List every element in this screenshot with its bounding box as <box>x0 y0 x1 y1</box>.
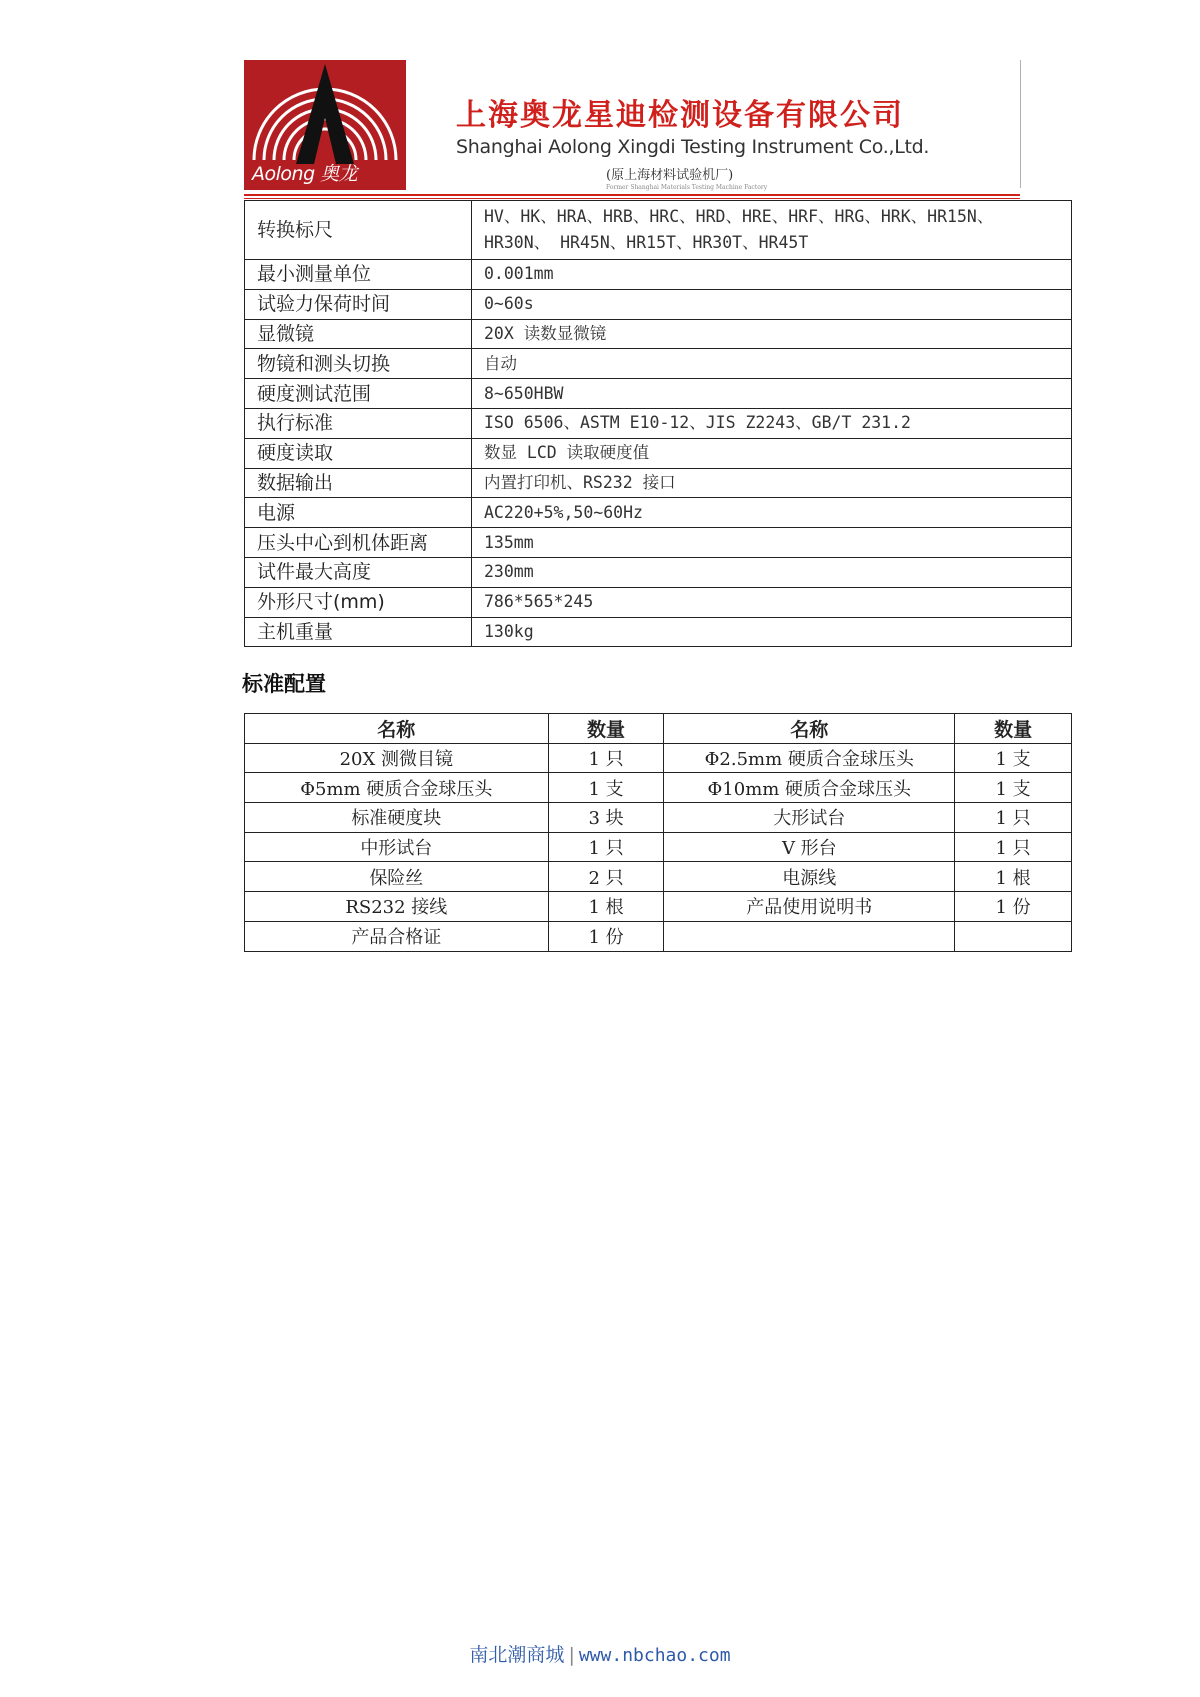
spec-row <box>245 587 1072 617</box>
config-item-qty: 1 支 <box>955 773 1072 803</box>
footer-url-link[interactable]: www.nbchao.com <box>578 1645 731 1666</box>
config-table <box>244 713 1072 952</box>
spec-key: 试验力保荷时间 <box>245 289 472 319</box>
config-item-qty: 1 只 <box>955 832 1072 862</box>
spec-key: 数据输出 <box>245 468 472 498</box>
config-item-name: 产品合格证 <box>245 921 549 951</box>
spec-value: 自动 <box>472 349 1072 379</box>
page-footer <box>0 1640 1200 1667</box>
spec-value: ISO 6506、ASTM E10-12、JIS Z2243、GB/T 231.2 <box>472 408 1072 438</box>
spec-key: 压头中心到机体距离 <box>245 528 472 558</box>
config-item-qty: 2 只 <box>548 862 664 892</box>
config-item-name: 大形试台 <box>664 803 955 833</box>
spec-key: 最小测量单位 <box>245 260 472 290</box>
spec-row <box>245 468 1072 498</box>
config-item-name: 保险丝 <box>245 862 549 892</box>
config-item-qty <box>955 921 1072 951</box>
company-name-cn: 上海奥龙星迪检测设备有限公司 <box>456 98 904 133</box>
config-item-qty: 1 只 <box>548 743 664 773</box>
spec-row <box>245 289 1072 319</box>
spec-key: 外形尺寸(mm) <box>245 587 472 617</box>
config-header-qty: 数量 <box>548 714 664 744</box>
spec-key: 电源 <box>245 498 472 528</box>
spec-row <box>245 617 1072 647</box>
config-row <box>245 862 1072 892</box>
config-item-name: 电源线 <box>664 862 955 892</box>
config-item-qty: 1 支 <box>955 743 1072 773</box>
config-item-qty: 1 份 <box>548 921 664 951</box>
spec-row <box>245 379 1072 409</box>
spec-key: 显微镜 <box>245 319 472 349</box>
config-item-name: 中形试台 <box>245 832 549 862</box>
config-item-name <box>664 921 955 951</box>
spec-row <box>245 201 1072 260</box>
config-item-name: Φ5mm 硬质合金球压头 <box>245 773 549 803</box>
config-item-qty: 1 支 <box>548 773 664 803</box>
config-item-qty: 1 根 <box>548 892 664 922</box>
spec-value: 786*565*245 <box>472 587 1072 617</box>
config-row <box>245 832 1072 862</box>
config-item-name: 20X 测微目镜 <box>245 743 549 773</box>
spec-row <box>245 498 1072 528</box>
spec-row <box>245 438 1072 468</box>
config-item-qty: 1 只 <box>548 832 664 862</box>
spec-row <box>245 557 1072 587</box>
company-former-name-en: Former Shanghai Materials Testing Machine Factory <box>606 184 768 191</box>
config-item-name: V 形台 <box>664 832 955 862</box>
spec-value-line: HR30N、 HR45N、HR15T、HR30T、HR45T <box>484 233 809 252</box>
header-divider <box>1020 60 1021 188</box>
spec-value-line: HV、HK、HRA、HRB、HRC、HRD、HRE、HRF、HRG、HRK、HR15N、 <box>484 207 994 226</box>
config-item-name: Φ2.5mm 硬质合金球压头 <box>664 743 955 773</box>
section-title: 标准配置 <box>242 672 326 696</box>
config-item-name: RS232 接线 <box>245 892 549 922</box>
spec-value: 20X 读数显微镜 <box>472 319 1072 349</box>
header-rule-thin <box>244 198 1020 199</box>
spec-key: 硬度测试范围 <box>245 379 472 409</box>
company-logo <box>244 60 406 190</box>
config-row <box>245 892 1072 922</box>
spec-value <box>472 201 1072 260</box>
spec-value: 230mm <box>472 557 1072 587</box>
spec-key: 转换标尺 <box>245 201 472 260</box>
logo-text: Aolong 奥龙 <box>252 163 358 185</box>
config-header-name: 名称 <box>664 714 955 744</box>
company-name-en: Shanghai Aolong Xingdi Testing Instrument Co.,Ltd. <box>456 136 930 158</box>
page-header <box>244 58 1024 195</box>
spec-value: 内置打印机、RS232 接口 <box>472 468 1072 498</box>
spec-value: AC220+5%,50~60Hz <box>472 498 1072 528</box>
spec-value: 0~60s <box>472 289 1072 319</box>
spec-value: 8~650HBW <box>472 379 1072 409</box>
config-header-row <box>245 714 1072 744</box>
config-row <box>245 803 1072 833</box>
config-row <box>245 773 1072 803</box>
spec-key: 物镜和测头切换 <box>245 349 472 379</box>
footer-site-name[interactable]: 南北潮商城 <box>469 1644 565 1666</box>
header-rule <box>244 194 1020 196</box>
spec-row <box>245 260 1072 290</box>
spec-row <box>245 408 1072 438</box>
spec-value: 数显 LCD 读取硬度值 <box>472 438 1072 468</box>
spec-key: 试件最大高度 <box>245 557 472 587</box>
spec-key: 执行标准 <box>245 408 472 438</box>
config-row <box>245 921 1072 951</box>
spec-key: 主机重量 <box>245 617 472 647</box>
spec-value: 130kg <box>472 617 1072 647</box>
config-item-name: 标准硬度块 <box>245 803 549 833</box>
config-item-qty: 3 块 <box>548 803 664 833</box>
config-item-qty: 1 份 <box>955 892 1072 922</box>
footer-separator: | <box>568 1644 575 1666</box>
spec-row <box>245 528 1072 558</box>
spec-row <box>245 349 1072 379</box>
config-item-qty: 1 只 <box>955 803 1072 833</box>
config-item-name: Φ10mm 硬质合金球压头 <box>664 773 955 803</box>
spec-row <box>245 319 1072 349</box>
config-header-name: 名称 <box>245 714 549 744</box>
company-block <box>456 90 1016 191</box>
spec-table <box>244 200 1072 647</box>
config-item-name: 产品使用说明书 <box>664 892 955 922</box>
spec-value: 0.001mm <box>472 260 1072 290</box>
spec-key: 硬度读取 <box>245 438 472 468</box>
config-item-qty: 1 根 <box>955 862 1072 892</box>
config-header-qty: 数量 <box>955 714 1072 744</box>
company-former-name: (原上海材料试验机厂) <box>606 168 734 183</box>
config-row <box>245 743 1072 773</box>
spec-value: 135mm <box>472 528 1072 558</box>
